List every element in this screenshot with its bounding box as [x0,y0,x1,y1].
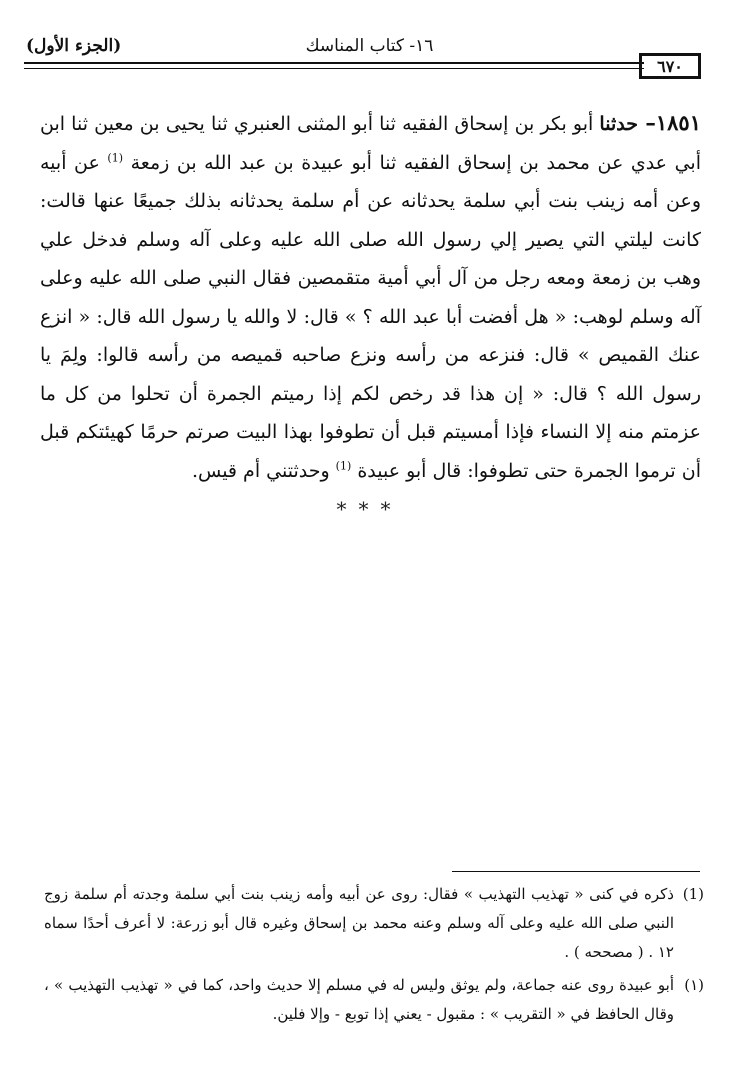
header-rule-thick [24,62,644,64]
footnote-marker: (1) [682,885,704,903]
footnote-text: ذكره في كنى « تهذيب التهذيب » فقال: روى عن أبيه وأمه زينب بنت أبي سلمة وجدته أم سلمة زوج النبي صلى الله عليه وعلى آله وسلم وعنه محمد بن إسحاق وغيره قال أبو زرعة: لا أعرف أحدًا سماه ١٢ . ( مصححه ) . [44,885,674,961]
footnote-reference-2: (1) [335,459,352,473]
footnote-marker: (١) [684,976,704,994]
page-number: ٦٧٠ [657,56,683,76]
hadith-number-dash: – [637,110,656,135]
hadith-text-part-1: أبو بكر بن إسحاق الفقيه ثنا أبو المثنى العنبري ثنا يحيى بن معين ثنا ابن أبي عدي عن محمد بن إسحاق الفقيه ثنا أبو عبيدة بن عبد الله بن زمعة [40,113,701,174]
footnotes-section [44,880,704,1033]
running-header-book-title: ١٦- كتاب المناسك [305,36,434,56]
hadith-paragraph [40,104,701,490]
page-number-box [639,53,701,79]
hadith-text-part-3: وحدثتني أم قيس. [191,459,336,482]
running-header-volume: (الجزء الأول) [26,36,122,56]
hadith-lead-word: حدثنا [599,113,638,135]
footnote-text: أبو عبيدة روى عنه جماعة، ولم يوثق وليس له في مسلم إلا حديث واحد، كما في « تهذيب التهذيب » ، وقال الحافظ في « التقريب » : مقبول - يعني إذا توبع - وإلا فلين. [44,976,674,1023]
hadith-number: ١٨٥١ [655,110,701,135]
hadith-text-part-2: عن أبيه وعن أمه زينب بنت أبي سلمة يحدثانه عن أم سلمة يحدثانه بذلك جميعًا عنها قالت: كانت ليلتي التي يصير إلي رسول الله صلى الله عليه وعلى آله وسلم فدخل علي وهب بن زمعة ومعه رجل من آل أبي أمية متقمصين فقال النبي صلى الله عليه وعلى آله وسلم لوهب: « هل أفضت أبا عبد الله ؟ » قال: لا والله يا رسول الله قال: « انزع عنك القميص » قال: فنزعه من رأسه ونزع صاحبه قميصه من رأسه قالوا: ولِمَ يا رسول الله ؟ قال: « إن هذا قد رخص لكم إذا رميتم الجمرة أن تحلوا من كل ما عزمتم منه إلا النساء فإذا أمسيتم قبل أن تطوفوا بهذا البيت صرتم حرمًا كهيئتكم قبل أن ترموا الجمرة حتى تطوفوا: قال أبو عبيدة [40,151,701,482]
footnote-rule [452,871,700,872]
footnote-item [44,971,704,1029]
footnote-item [44,880,704,967]
section-separator: *** [336,497,403,521]
header-rule-thin [24,68,644,69]
footnote-reference-1: (1) [107,151,124,165]
